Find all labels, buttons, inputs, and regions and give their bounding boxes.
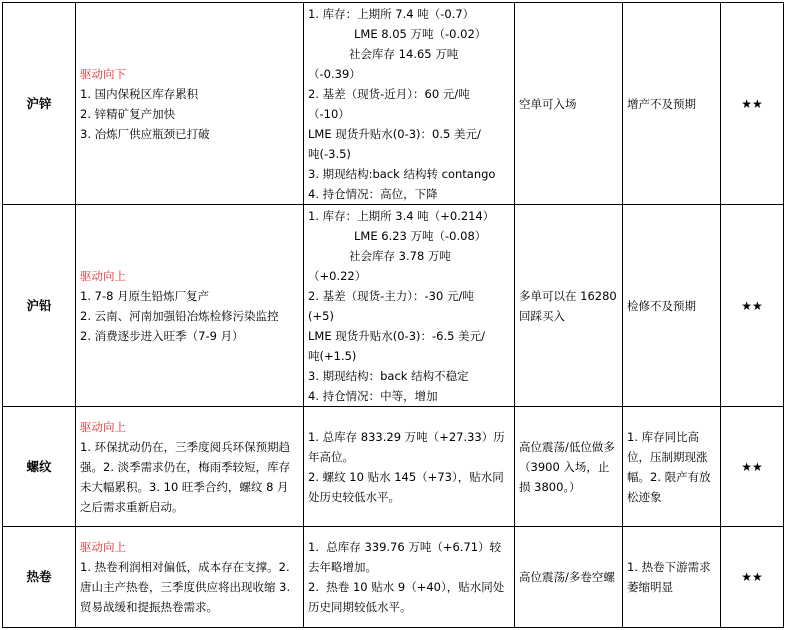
fund-line: LME 现货升贴水(0-3)：0.5 美元/ bbox=[308, 126, 481, 141]
fund-line: 1. 总库存 339.76 万吨（+6.71）较去年略增加。 bbox=[308, 540, 502, 574]
fundamentals-cell bbox=[304, 407, 515, 527]
table-row bbox=[3, 527, 784, 628]
driver-item: 1. 环保扰动仍在，三季度阅兵环保预期趋强。2. 淡季需求仍在，梅雨季较短，库存未大幅累积。3. 10 旺季合约，螺纹 8 月之后需求重新启动。 bbox=[80, 439, 291, 514]
driver-item: 1. 7-8 月原生铅炼厂复产 bbox=[80, 288, 210, 303]
fund-line: 吨(-3.5) bbox=[308, 146, 351, 161]
fund-line: 2. 基差（现货-近月）：60 元/吨 bbox=[308, 86, 470, 101]
fundamentals-cell bbox=[304, 3, 515, 205]
commodity-name: 沪锌 bbox=[3, 3, 76, 205]
table-row bbox=[3, 407, 784, 527]
risk-cell: 检修不及预期 bbox=[623, 205, 721, 407]
strategy-cell: 多单可以在 16280 回踩买入 bbox=[515, 205, 623, 407]
fund-line: 社会库存 3.78 万吨 bbox=[349, 248, 451, 263]
commodity-strategy-table bbox=[2, 2, 784, 628]
fund-line: LME 现货升贴水(0-3)：-6.5 美元/ bbox=[308, 328, 485, 343]
table-row bbox=[3, 205, 784, 407]
driver-item: 1. 国内保税区库存累积 bbox=[80, 86, 199, 101]
drivers-cell bbox=[76, 3, 304, 205]
driver-direction: 驱动向上 bbox=[80, 268, 126, 283]
driver-item: 2. 消费逐步进入旺季（7-9 月） bbox=[80, 328, 244, 343]
fund-line: 2. 螺纹 10 贴水 145（+73），贴水同处历史较低水平。 bbox=[308, 469, 504, 504]
fund-line: 吨(+1.5) bbox=[308, 348, 357, 363]
fund-line: 4. 持仓情况：中等，增加 bbox=[308, 388, 438, 403]
rating-stars: ★★ bbox=[721, 407, 784, 527]
risk-cell: 增产不及预期 bbox=[623, 3, 721, 205]
driver-item: 2. 云南、河南加强铅冶炼检修污染监控 bbox=[80, 308, 279, 323]
fund-line: 4. 持仓情况：高位，下降 bbox=[308, 186, 438, 201]
rating-stars: ★★ bbox=[721, 205, 784, 407]
drivers-cell bbox=[76, 527, 304, 628]
fund-line: （-10） bbox=[308, 106, 350, 121]
driver-item: 2. 锌精矿复产加快 bbox=[80, 106, 176, 121]
risk-cell: 1. 热卷下游需求萎缩明显 bbox=[623, 527, 721, 628]
commodity-name: 热卷 bbox=[3, 527, 76, 628]
fundamentals-cell bbox=[304, 527, 515, 628]
fund-line: 2. 热卷 10 贴水 9（+40），贴水同处历史同期较低水平。 bbox=[308, 580, 505, 614]
fund-line: 3. 期现结构:back 结构转 contango bbox=[308, 166, 496, 181]
drivers-cell bbox=[76, 407, 304, 527]
driver-direction: 驱动向上 bbox=[80, 419, 126, 434]
fund-line: 1. 库存：上期所 3.4 吨（+0.214） bbox=[308, 208, 495, 223]
strategy-cell: 空单可入场 bbox=[515, 3, 623, 205]
fund-line: （+0.22） bbox=[308, 268, 367, 283]
fund-line: 1. 总库存 833.29 万吨（+27.33）历年高位。 bbox=[308, 429, 505, 464]
commodity-name: 沪铅 bbox=[3, 205, 76, 407]
fund-line: 3. 期现结构：back 结构不稳定 bbox=[308, 368, 469, 383]
strategy-cell: 高位震荡/多卷空螺 bbox=[515, 527, 623, 628]
rating-stars: ★★ bbox=[721, 527, 784, 628]
driver-item: 1. 热卷利润相对偏低，成本存在支撑。2. 唐山主产热卷，三季度供应将出现收缩 3. 贸易战缓和提振热卷需求。 bbox=[80, 560, 294, 614]
rating-stars: ★★ bbox=[721, 3, 784, 205]
table-row bbox=[3, 3, 784, 205]
fund-line: 社会库存 14.65 万吨 bbox=[349, 46, 459, 61]
fund-line: 1. 库存：上期所 7.4 吨（-0.7） bbox=[308, 6, 475, 21]
commodity-name: 螺纹 bbox=[3, 407, 76, 527]
fund-line: （-0.39） bbox=[308, 66, 361, 81]
fund-line: (+5) bbox=[308, 308, 334, 323]
driver-direction: 驱动向下 bbox=[80, 66, 126, 81]
fund-line: 2. 基差（现货-主力）：-30 元/吨 bbox=[308, 288, 474, 303]
risk-cell: 1. 库存同比高位，压制期现涨幅。2. 限产有放松迹象 bbox=[623, 407, 721, 527]
driver-direction: 驱动向上 bbox=[80, 540, 126, 554]
fund-line: LME 8.05 万吨（-0.02） bbox=[354, 26, 487, 41]
fund-line: LME 6.23 万吨（-0.08） bbox=[354, 228, 487, 243]
fundamentals-cell bbox=[304, 205, 515, 407]
drivers-cell bbox=[76, 205, 304, 407]
driver-item: 3. 冶炼厂供应瓶颈已打破 bbox=[80, 126, 210, 141]
strategy-cell: 高位震荡/低位做多（3900 入场，止损 3800。） bbox=[515, 407, 623, 527]
